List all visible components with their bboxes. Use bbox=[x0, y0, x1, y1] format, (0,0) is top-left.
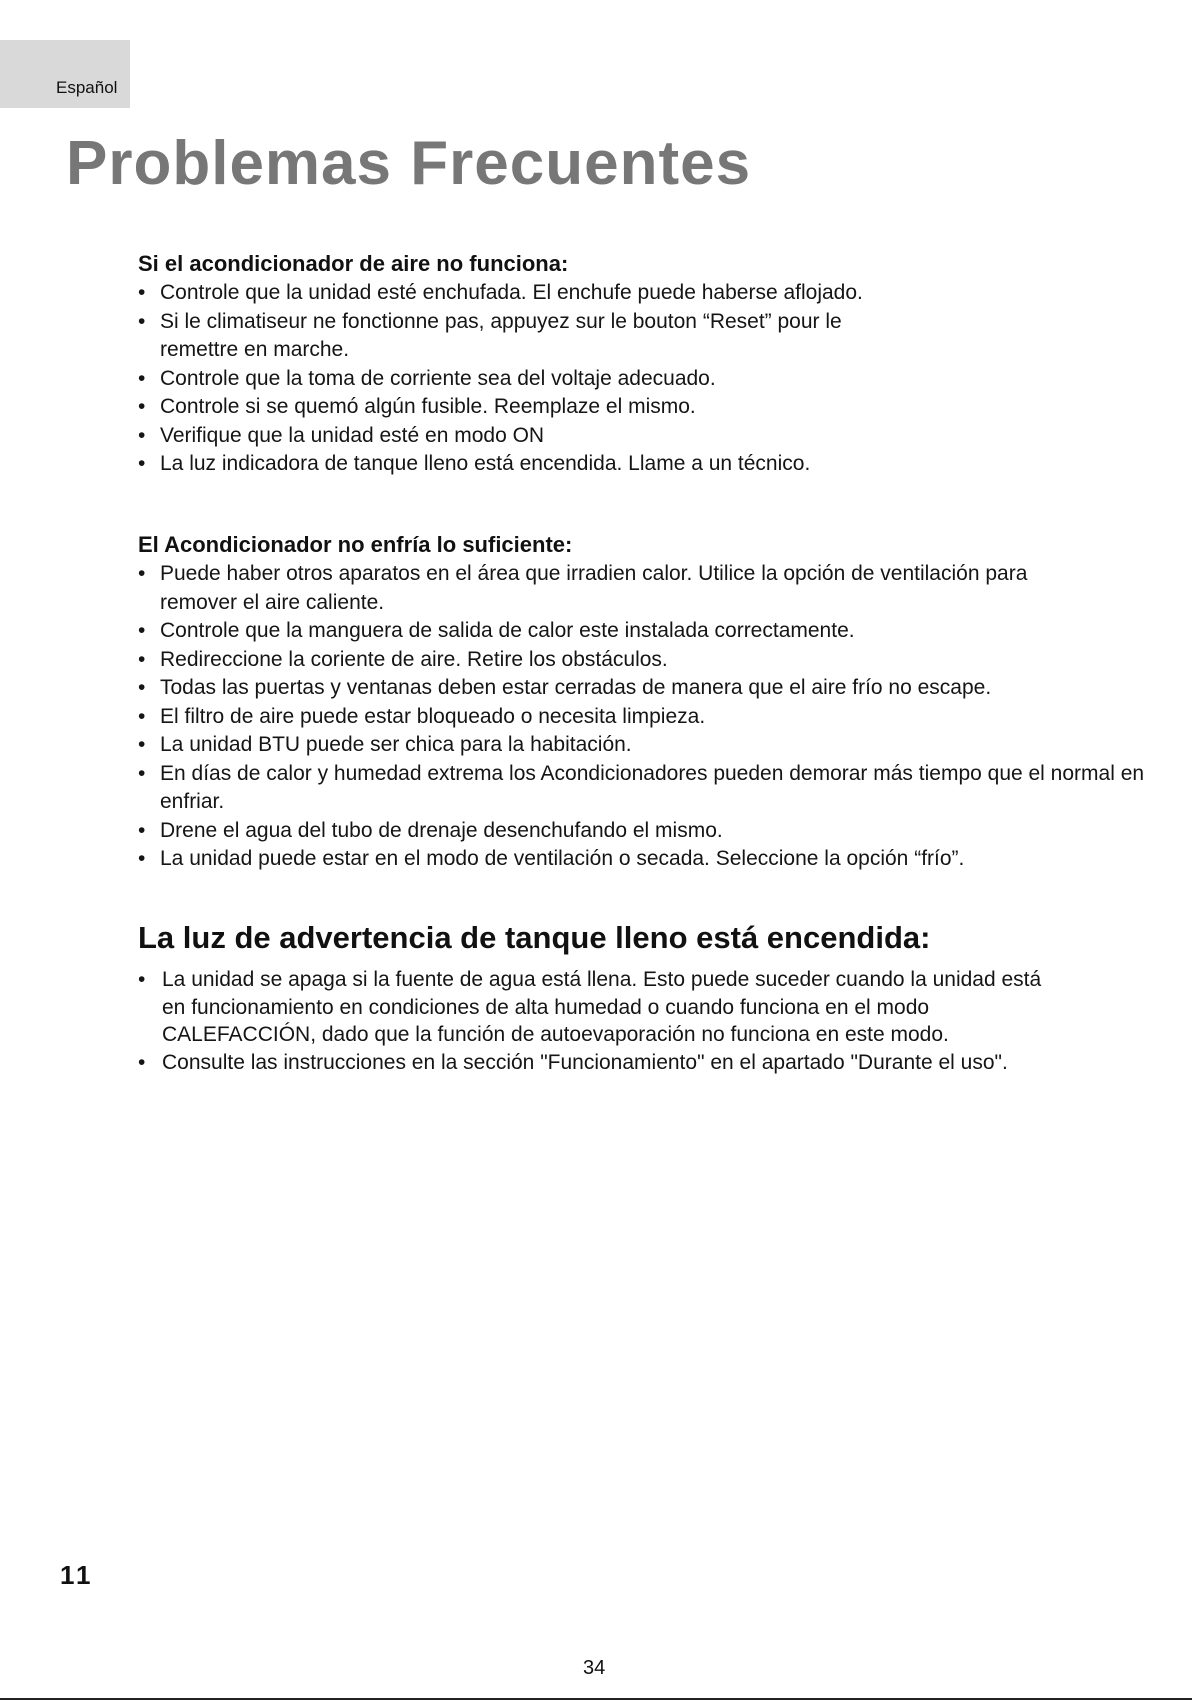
section-not-working bbox=[138, 250, 1138, 479]
list-item: • Controle que la unidad esté enchufada. El enchufe puede haberse aflojado. bbox=[138, 279, 1138, 308]
list-item: • La unidad se apaga si la fuente de agua está llena. Esto puede suceder cuando la unidad está en funcionamiento en condiciones de alta humedad o cuando funciona en el modo CALEFACCIÓN, dado que la función de autoevaporación no funciona en este modo. bbox=[138, 966, 1042, 1049]
list-item: • El filtro de aire puede estar bloqueado o necesita limpieza. bbox=[138, 703, 1138, 732]
list-item: • La unidad BTU puede ser chica para la habitación. bbox=[138, 731, 1138, 760]
bullet-list bbox=[138, 560, 1145, 874]
list-item: • Controle si se quemó algún fusible. Reemplaze el mismo. bbox=[138, 393, 1138, 422]
section-tank-full-light bbox=[138, 918, 1138, 1076]
list-item: • Verifique que la unidad esté en modo ON bbox=[138, 422, 1138, 451]
bullet-list bbox=[138, 966, 1138, 1076]
list-item: • La unidad puede estar en el modo de ventilación o secada. Seleccione la opción “frío”. bbox=[138, 845, 1138, 874]
section-heading: El Acondicionador no enfría lo suficiente: bbox=[138, 532, 573, 557]
list-item: • La luz indicadora de tanque lleno está encendida. Llame a un técnico. bbox=[138, 450, 1138, 479]
sheet-number: 34 bbox=[583, 1657, 606, 1679]
list-item: • Puede haber otros aparatos en el área que irradien calor. Utilice la opción de ventilación para remover el aire caliente. bbox=[138, 560, 1110, 617]
section-heading: La luz de advertencia de tanque lleno está encendida: bbox=[138, 920, 931, 955]
list-item: • Controle que la manguera de salida de calor este instalada correctamente. bbox=[138, 617, 1138, 646]
list-item: • Redireccione la coriente de aire. Retire los obstáculos. bbox=[138, 646, 1138, 675]
section-not-cooling bbox=[138, 531, 1145, 874]
page-number: 11 bbox=[60, 1560, 94, 1590]
list-item: • Consulte las instrucciones en la sección "Funcionamiento" en el apartado "Durante el uso". bbox=[138, 1049, 1138, 1077]
language-tab bbox=[0, 40, 130, 108]
language-label: Español bbox=[56, 78, 118, 97]
list-item: • En días de calor y humedad extrema los Acondicionadores pueden demorar más tiempo que el normal en enfriar. bbox=[138, 760, 1150, 817]
list-item: • Todas las puertas y ventanas deben estar cerradas de manera que el aire frío no escape. bbox=[138, 674, 1138, 703]
list-item: • Controle que la toma de corriente sea del voltaje adecuado. bbox=[138, 365, 1138, 394]
section-heading: Si el acondicionador de aire no funciona: bbox=[138, 251, 569, 276]
list-item: • Drene el agua del tubo de drenaje desenchufando el mismo. bbox=[138, 817, 1138, 846]
list-item: • Si le climatiseur ne fonctionne pas, appuyez sur le bouton “Reset” pour le remettre en marche. bbox=[138, 308, 860, 365]
page-title: Problemas Frecuentes bbox=[66, 129, 752, 198]
bottom-rule bbox=[0, 1698, 1192, 1700]
bullet-list bbox=[138, 279, 1138, 479]
